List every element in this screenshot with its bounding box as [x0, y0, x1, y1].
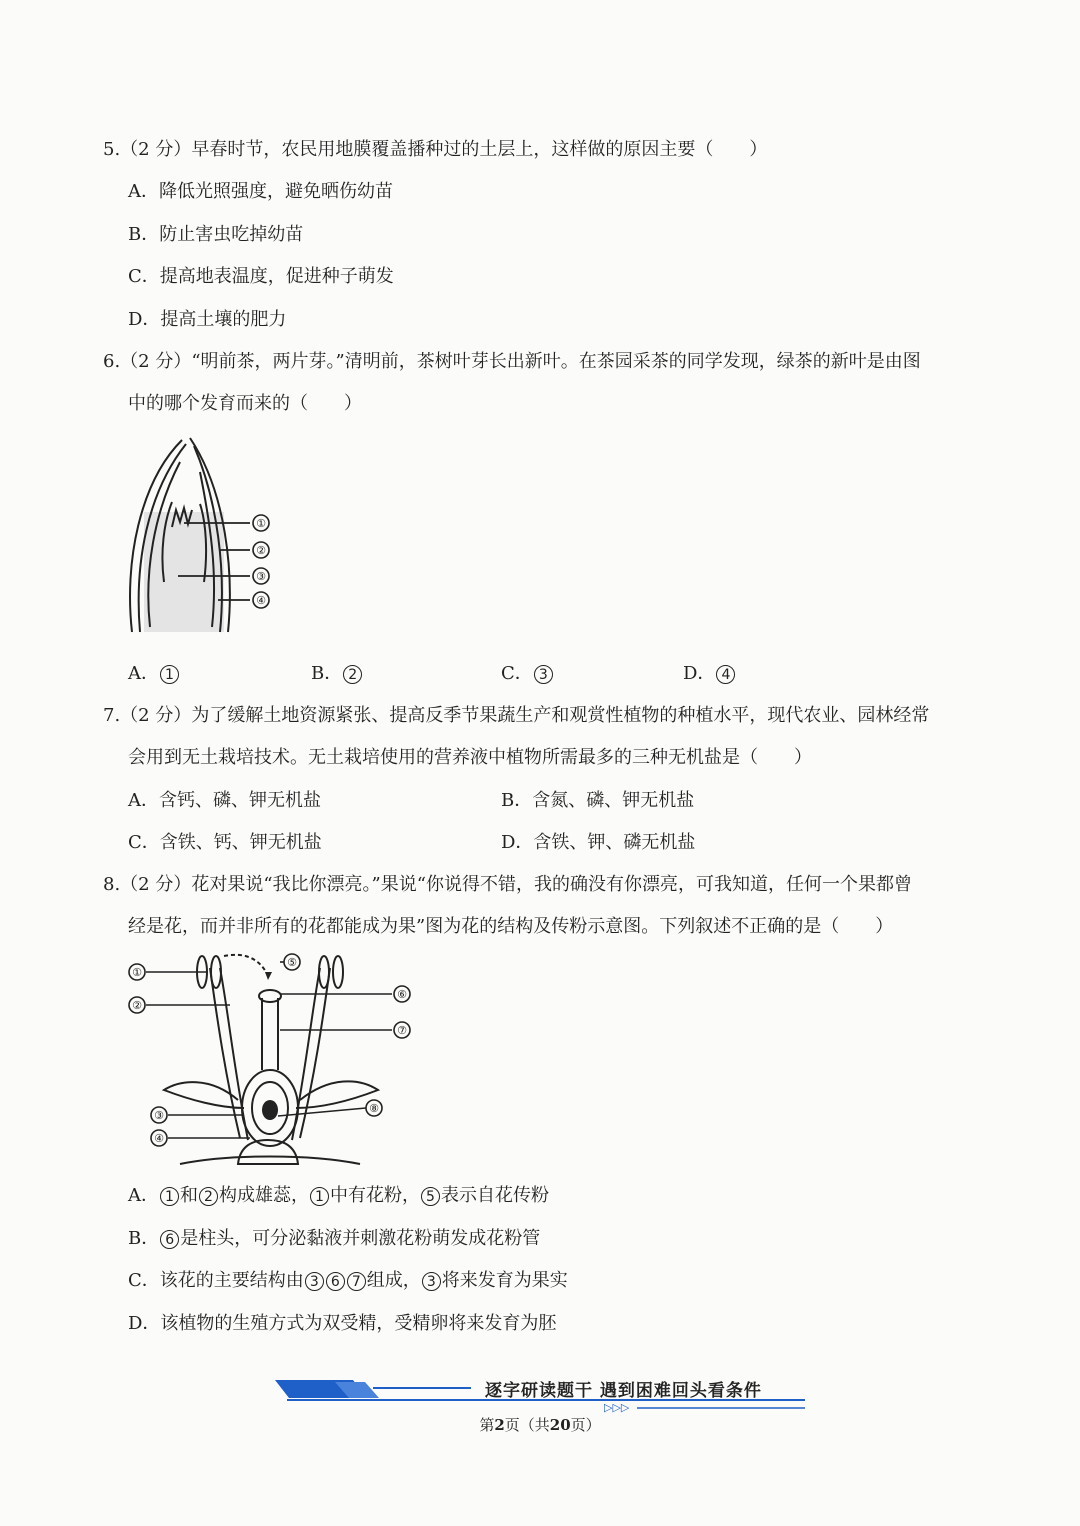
q8-a-ref-5: 5 — [421, 1187, 440, 1206]
q6-option-a — [128, 661, 180, 687]
q5-option-b: B．防止害虫吃掉幼苗 — [128, 224, 304, 245]
q7-option-a: A．含钙、磷、钾无机盐 — [128, 790, 321, 811]
q8-a-text2: 构成雄蕊， — [219, 1185, 309, 1206]
q8-c-ref-7: 7 — [347, 1272, 366, 1291]
q8-a-text3: 中有花粉， — [330, 1185, 420, 1206]
flower-label-5: ⑤ — [287, 956, 297, 969]
q7-option-c: C．含铁、钙、钾无机盐 — [128, 832, 322, 853]
page-total: 20 — [549, 1416, 571, 1434]
flower-label-8: ⑧ — [369, 1102, 379, 1115]
q7-option-b: B．含氮、磷、钾无机盐 — [501, 790, 695, 811]
flower-label-6: ⑥ — [397, 988, 407, 1001]
q5-option-d: D．提高土壤的肥力 — [128, 309, 287, 330]
page-mid: 页（共 — [504, 1416, 550, 1434]
flower-label-1: ① — [132, 966, 142, 979]
q8-a-text1: 和 — [180, 1185, 198, 1206]
page-number — [0, 1414, 1080, 1435]
q6-option-d — [683, 661, 736, 687]
q8-b-ref-6: 6 — [160, 1230, 179, 1249]
q8-a-text4: 表示自花传粉 — [441, 1185, 549, 1206]
q8-c-ref-3: 3 — [305, 1272, 324, 1291]
q8-a-ref-1b: 1 — [310, 1187, 329, 1206]
leaf-bud-diagram — [120, 432, 290, 642]
q8-option-a — [128, 1183, 549, 1209]
q8-option-d: D．该植物的生殖方式为双受精，受精卵将来发育为胚 — [128, 1313, 557, 1334]
page-suffix: 页） — [570, 1416, 601, 1434]
q6-option-c-value: 3 — [534, 665, 553, 684]
q8-a-ref-2: 2 — [199, 1187, 218, 1206]
flower-label-7: ⑦ — [397, 1024, 407, 1037]
q8-option-c — [128, 1268, 568, 1294]
q6-stem-line2: 中的哪个发育而来的（ ） — [128, 393, 362, 414]
q6-option-b — [311, 661, 363, 687]
q8-stem-line2: 经是花，而并非所有的花都能成为果”图为花的结构及传粉示意图。下列叙述不正确的是（ ） — [128, 916, 894, 937]
q6-option-d-prefix: D． — [683, 663, 716, 684]
q8-b-text: 是柱头，可分泌黏液并刺激花粉萌发成花粉管 — [180, 1228, 541, 1249]
q6-option-b-value: 2 — [343, 665, 362, 684]
q5-option-c: C．提高地表温度，促进种子萌发 — [128, 266, 394, 287]
flower-structure-diagram — [120, 950, 420, 1176]
flower-label-4: ④ — [154, 1132, 164, 1145]
q8-option-b — [128, 1226, 540, 1252]
bud-label-4: ④ — [256, 594, 266, 607]
q8-c-ref-3b: 3 — [422, 1272, 441, 1291]
q6-option-c-prefix: C． — [501, 663, 533, 684]
q6-option-d-value: 4 — [716, 665, 735, 684]
q7-option-d: D．含铁、钾、磷无机盐 — [501, 832, 696, 853]
q6-option-b-prefix: B． — [311, 663, 343, 684]
q5-stem: 5.（2 分）早春时节，农民用地膜覆盖播种过的土层上，这样做的原因主要（ ） — [103, 139, 768, 160]
q8-option-a-prefix: A． — [128, 1185, 159, 1206]
q8-a-ref-1: 1 — [160, 1187, 179, 1206]
q6-option-c — [501, 661, 554, 687]
bud-label-2: ② — [256, 544, 266, 557]
footer-arrows-icon: ▷▷▷ — [604, 1401, 630, 1414]
q8-stem-line1: 8.（2 分）花对果说“我比你漂亮。”果说“你说得不错，我的确没有你漂亮，可我知道，任何一个果都曾 — [103, 874, 912, 895]
q6-stem-line1: 6.（2 分）“明前茶，两片芽。”清明前，茶树叶芽长出新叶。在茶园采茶的同学发现，绿茶的新叶是由图 — [103, 351, 921, 372]
q7-stem-line1: 7.（2 分）为了缓解土地资源紧张、提高反季节果蔬生产和观赏性植物的种植水平，现代农业、园林经常 — [103, 705, 930, 726]
bud-label-1: ① — [256, 517, 266, 530]
page-prefix: 第 — [479, 1416, 495, 1434]
flower-label-3: ③ — [154, 1109, 164, 1122]
bud-label-3: ③ — [256, 570, 266, 583]
q8-c-text2: 将来发育为果实 — [441, 1270, 568, 1291]
page-current: 2 — [494, 1416, 505, 1434]
flower-label-2: ② — [132, 999, 142, 1012]
q8-option-b-prefix: B． — [128, 1228, 160, 1249]
q6-option-a-value: 1 — [160, 665, 179, 684]
q6-option-a-prefix: A． — [128, 663, 159, 684]
q5-option-a: A．降低光照强度，避免晒伤幼苗 — [128, 181, 393, 202]
q8-c-text1: 组成， — [366, 1270, 421, 1291]
footer-slogan: 逐字研读题干 遇到困难回头看条件 — [485, 1381, 762, 1401]
q7-stem-line2: 会用到无土栽培技术。无土栽培使用的营养液中植物所需最多的三种无机盐是（ ） — [128, 747, 812, 768]
q8-option-c-prefix: C．该花的主要结构由 — [128, 1270, 304, 1291]
q8-c-ref-6: 6 — [326, 1272, 345, 1291]
